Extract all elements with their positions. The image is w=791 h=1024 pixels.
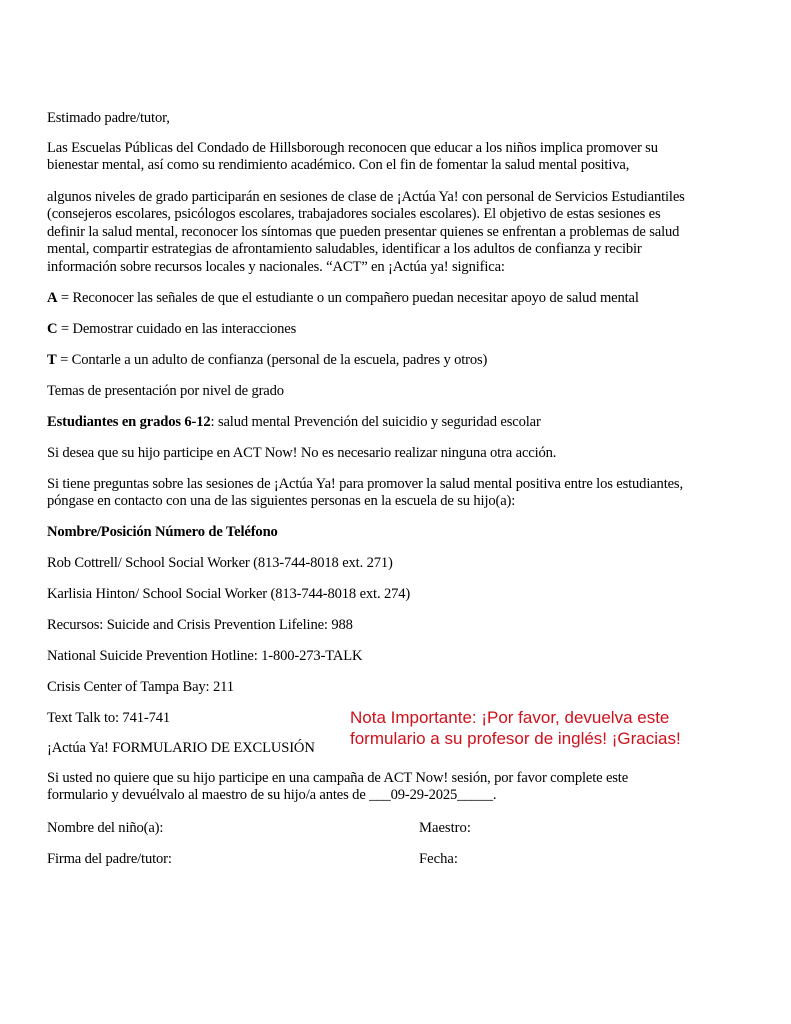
act-text: = Demostrar cuidado en las interacciones [57,321,297,337]
act-text: = Reconocer las señales de que el estudiante o un compañero puedan necesitar apoyo de salud mental [57,290,639,306]
act-item-t [47,352,487,369]
resource-item: Text Talk to: 741-741 [47,710,171,726]
questions-line-2: póngase en contacto con una de las siguientes personas en la escuela de su hijo(a): [47,493,516,510]
date-field[interactable]: Fecha: [419,851,458,867]
description-line: (consejeros escolares, psicólogos escolares, trabajadores sociales escolares). El objetivo de estas sesiones es [47,206,661,223]
participate-note: Si desea que su hijo participe en ACT Now! No es necesario realizar ninguna otra acción. [47,445,557,461]
child-name-field[interactable]: Nombre del niño(a): [47,820,164,836]
questions-paragraph [47,476,757,511]
grades-text: : salud mental Prevención del suicidio y seguridad escolar [210,414,541,430]
optout-line-2: formulario y devuélvalo al maestro de su hijo/a antes de ___09-29-2025_____. [47,787,497,804]
act-item-a [47,290,639,307]
resource-item: Recursos: Suicide and Crisis Prevention Lifeline: 988 [47,617,353,633]
intro-paragraph [47,140,757,175]
optout-instructions [47,770,757,805]
contact-item: Rob Cottrell/ School Social Worker (813-744-8018 ext. 271) [47,555,393,571]
intro-line-2: bienestar mental, así como su rendimiento académico. Con el fin de fomentar la salud mental positiva, [47,157,630,174]
optout-line-1: Si usted no quiere que su hijo participe en una campaña de ACT Now! sesión, por favor complete este [47,770,629,786]
description-line: información sobre recursos locales y nacionales. “ACT” en ¡Actúa ya! significa: [47,258,505,275]
grades-label: Estudiantes en grados 6-12 [47,414,211,430]
teacher-field[interactable]: Maestro: [419,820,471,836]
important-note [350,707,681,749]
grades-line [47,414,541,431]
act-letter: C [47,321,58,337]
act-letter: T [47,352,57,368]
optout-title: ¡Actúa Ya! FORMULARIO DE EXCLUSIÓN [47,740,315,756]
greeting: Estimado padre/tutor, [47,110,170,126]
topics-heading: Temas de presentación por nivel de grado [47,383,284,399]
act-item-c [47,321,296,338]
description-paragraph [47,189,757,276]
description-line: algunos niveles de grado participarán en sesiones de clase de ¡Actúa Ya! con personal de Servicios Estudiantiles [47,189,685,205]
signature-field[interactable]: Firma del padre/tutor: [47,851,172,867]
act-text: = Contarle a un adulto de confianza (personal de la escuela, padres y otros) [56,352,488,368]
intro-line-1: Las Escuelas Públicas del Condado de Hillsborough reconocen que educar a los niños implica promover su [47,140,658,156]
contacts-header: Nombre/Posición Número de Teléfono [47,524,278,540]
act-letter: A [47,290,58,306]
resource-item: National Suicide Prevention Hotline: 1-800-273-TALK [47,648,363,664]
contact-item: Karlisia Hinton/ School Social Worker (813-744-8018 ext. 274) [47,586,411,602]
important-note-line-1: Nota Importante: ¡Por favor, devuelva este [350,708,670,727]
description-line: definir la salud mental, reconocer los síntomas que pueden presentar quienes se enfrentan a problemas de salud [47,223,680,240]
description-line: mental, compartir estrategias de afrontamiento saludables, identificar a los adultos de confianza y recibir [47,241,642,258]
questions-line-1: Si tiene preguntas sobre las sesiones de ¡Actúa Ya! para promover la salud mental positiva entre los estudiantes, [47,476,683,492]
resource-item: Crisis Center of Tampa Bay: 211 [47,679,234,695]
important-note-line-2: formulario a su profesor de inglés! ¡Gracias! [350,729,681,748]
